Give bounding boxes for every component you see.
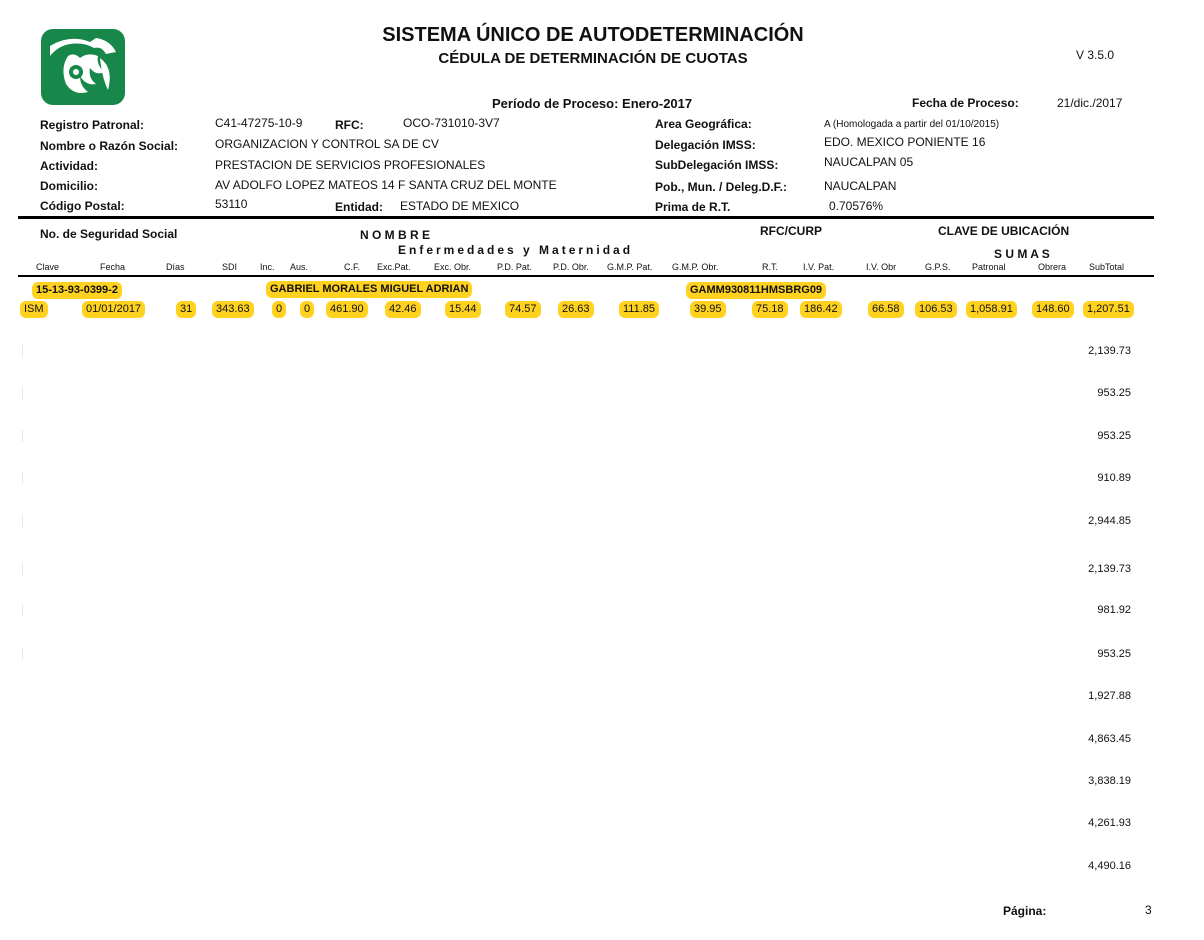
col-sdi: SDI (222, 262, 238, 272)
cell-cf: 461.90 (326, 301, 368, 318)
subtotal-8: 953.25 (1097, 648, 1131, 660)
col-aus: Aus. (290, 262, 309, 272)
cell-fecha: 01/01/2017 (82, 301, 145, 318)
prima-rt-label: Prima de R.T. (655, 200, 731, 214)
razon-social-label: Nombre o Razón Social: (40, 139, 179, 153)
worker-nombre: GABRIEL MORALES MIGUEL ADRIAN (266, 281, 472, 298)
col-pd-pat: P.D. Pat. (497, 262, 532, 272)
rfc-value: OCO-731010-3V7 (403, 116, 500, 130)
header-divider (18, 216, 1154, 219)
row-marker (22, 430, 23, 442)
subtotal-7: 981.92 (1097, 604, 1131, 616)
cell-gmp-obr: 39.95 (690, 301, 726, 318)
subtotal-3: 953.25 (1097, 430, 1131, 442)
subtotal-1: 2,139.73 (1088, 345, 1131, 357)
cell-exc-obr: 15.44 (445, 301, 481, 318)
subtotal-6: 2,139.73 (1088, 563, 1131, 575)
registro-patronal-label: Registro Patronal: (40, 118, 145, 132)
delegacion-value: EDO. MEXICO PONIENTE 16 (824, 135, 986, 149)
col-exc-pat: Exc.Pat. (377, 262, 411, 272)
subtotal-12: 4,261.93 (1088, 817, 1131, 829)
subdelegacion-label: SubDelegación IMSS: (655, 158, 779, 172)
actividad-label: Actividad: (40, 159, 99, 173)
domicilio-value: AV ADOLFO LOPEZ MATEOS 14 F SANTA CRUZ DEL MONTE (215, 178, 557, 192)
area-geografica-label: Area Geográfica: (655, 117, 752, 131)
col-clave: Clave (36, 262, 60, 272)
cell-sdi: 343.63 (212, 301, 254, 318)
cell-subtotal: 1,207.51 (1083, 301, 1134, 318)
poblacion-value: NAUCALPAN (824, 179, 897, 193)
enfermedades-header: Enfermedades y Maternidad (398, 243, 634, 257)
subtotal-9: 1,927.88 (1088, 690, 1131, 702)
codigo-postal-value: 53110 (215, 197, 248, 211)
fecha-proceso-label: Fecha de Proceso: (912, 96, 1019, 110)
cell-gps: 106.53 (915, 301, 957, 318)
col-inc: Inc. (260, 262, 275, 272)
row-marker (22, 515, 23, 527)
cell-iv-pat: 186.42 (800, 301, 842, 318)
col-exc-obr: Exc. Obr. (434, 262, 472, 272)
sumas-header: S U M A S (994, 247, 1050, 261)
subtotal-10: 4,863.45 (1088, 733, 1131, 745)
page-subtitle: CÉDULA DE DETERMINACIÓN DE CUOTAS (438, 50, 748, 67)
version-label: V 3.5.0 (1076, 48, 1115, 62)
subtotal-5: 2,944.85 (1088, 515, 1131, 527)
col-dias: Días (166, 262, 185, 272)
poblacion-label: Pob., Mun. / Deleg.D.F.: (655, 180, 787, 194)
subtotal-11: 3,838.19 (1088, 775, 1131, 787)
table-header-divider (18, 275, 1154, 277)
fecha-proceso-value: 21/dic./2017 (1057, 96, 1123, 110)
subtotal-2: 953.25 (1097, 387, 1131, 399)
cell-exc-pat: 42.46 (385, 301, 421, 318)
col-iv-obr: I.V. Obr (866, 262, 897, 272)
cell-dias: 31 (176, 301, 196, 318)
periodo-proceso: Período de Proceso: Enero-2017 (492, 96, 693, 111)
col-obrera: Obrera (1038, 262, 1067, 272)
cell-iv-obr: 66.58 (868, 301, 904, 318)
razon-social-value: ORGANIZACION Y CONTROL SA DE CV (215, 137, 439, 151)
subdelegacion-value: NAUCALPAN 05 (824, 155, 914, 169)
col-patronal: Patronal (972, 262, 1006, 272)
subtotal-13: 4,490.16 (1088, 860, 1131, 872)
rfc-label: RFC: (335, 118, 364, 132)
col-cf: C.F. (344, 262, 361, 272)
row-marker (22, 563, 23, 575)
subtotal-4: 910.89 (1097, 472, 1131, 484)
cell-clave: ISM (20, 301, 48, 318)
col-fecha: Fecha (100, 262, 126, 272)
codigo-postal-label: Código Postal: (40, 199, 125, 213)
row-marker (22, 648, 23, 660)
cell-inc: 0 (272, 301, 286, 318)
domicilio-label: Domicilio: (40, 179, 99, 193)
col-rt: R.T. (762, 262, 779, 272)
page-title: SISTEMA ÚNICO DE AUTODETERMINACIÓN (382, 24, 804, 46)
cell-obrera: 148.60 (1032, 301, 1074, 318)
col-gmp-obr: G.M.P. Obr. (672, 262, 719, 272)
actividad-value: PRESTACION DE SERVICIOS PROFESIONALES (215, 158, 486, 172)
cell-rt: 75.18 (752, 301, 788, 318)
area-geografica-value: A (Homologada a partir del 01/10/2015) (824, 119, 1000, 130)
col-gmp-pat: G.M.P. Pat. (607, 262, 653, 272)
cell-gmp-pat: 111.85 (619, 301, 659, 318)
col-iv-pat: I.V. Pat. (803, 262, 835, 272)
row-marker (22, 387, 23, 399)
worker-nss: 15-13-93-0399-2 (32, 282, 122, 299)
delegacion-label: Delegación IMSS: (655, 138, 756, 152)
entidad-label: Entidad: (335, 200, 383, 214)
row-marker (22, 345, 23, 357)
cell-pd-obr: 26.63 (558, 301, 594, 318)
row-marker (22, 472, 23, 484)
col-pd-obr: P.D. Obr. (553, 262, 589, 272)
cell-patronal: 1,058.91 (966, 301, 1017, 318)
row-marker (22, 604, 23, 616)
rfc-curp-header: RFC/CURP (760, 224, 822, 238)
pagina-value: 3 (1145, 903, 1152, 917)
cell-aus: 0 (300, 301, 314, 318)
registro-patronal-value: C41-47275-10-9 (215, 116, 303, 130)
nss-header: No. de Seguridad Social (40, 227, 178, 241)
entidad-value: ESTADO DE MEXICO (400, 199, 520, 213)
pagina-label: Página: (1003, 904, 1047, 918)
nombre-header: N O M B R E (360, 228, 431, 242)
worker-curp: GAMM930811HMSBRG09 (686, 282, 826, 299)
col-gps: G.P.S. (925, 262, 951, 272)
prima-rt-value: 0.70576% (829, 199, 884, 213)
col-subtotal: SubTotal (1089, 262, 1125, 272)
clave-ubicacion-header: CLAVE DE UBICACIÓN (938, 224, 1070, 238)
cell-pd-pat: 74.57 (505, 301, 541, 318)
